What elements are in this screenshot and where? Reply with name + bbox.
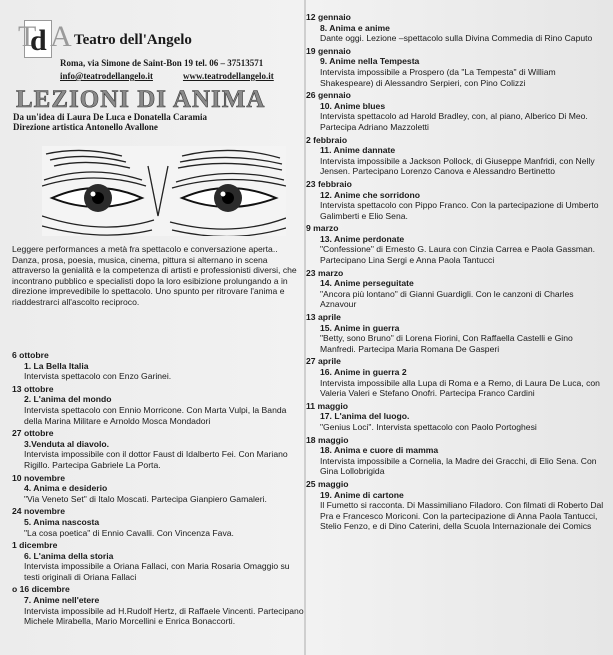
- event-item: [12, 428, 306, 470]
- event-description: Intervista impossibile alla Lupa di Roma e a Remo, di Laura De Luca, con Valeria Valeri e Stefano Onofri. Partecipa Franco Cardini: [320, 377, 600, 399]
- event-item: [306, 268, 606, 310]
- event-date: 13 ottobre: [12, 383, 54, 394]
- event-description: Intervista spettacolo con Pippo Franco. Con la partecipazione di Umberto Galimberti e Elio Sena.: [320, 200, 599, 221]
- event-title: 19. Anime di cartone: [320, 489, 404, 500]
- event-date: 25 maggio: [306, 478, 349, 489]
- event-item: [306, 312, 606, 354]
- event-date: 27 aprile: [306, 356, 341, 367]
- event-date: 2 febbraio: [306, 134, 348, 145]
- event-date: 27 ottobre: [12, 428, 54, 439]
- events-list-autumn: [12, 350, 306, 627]
- intro-paragraph: Leggere performances a metà fra spettacolo e conversazione aperta.. Danza, prosa, poesia, musica, cinema, pittura si alternano in scena attraverso la genialità e la competenza di artisti e professionisti diversi, che incontrano pubblico e specialisti dopo la loro esibizione prolungando a in direzione imprevedibile lo spettacolo. Uno spunto per ritrovare l'anima e riaddestrarci all'ascolto reciproco.: [12, 244, 297, 307]
- event-date: 26 gennaio: [306, 90, 351, 101]
- event-item: [306, 479, 606, 532]
- event-description: Intervista spettacolo con Enzo Garinei.: [24, 371, 172, 382]
- event-description: Intervista spettacolo con Ennio Morricone. Con Marta Vulpi, la Banda della Marina Militare e Arnoldo Mosca Mondadori: [24, 404, 287, 426]
- event-date: 18 maggio: [306, 434, 349, 445]
- event-date: 6 ottobre: [12, 350, 49, 360]
- event-title: 14. Anime perseguitate: [320, 278, 414, 289]
- email-link[interactable]: info@teatrodellangelo.it: [60, 71, 153, 81]
- eyes-illustration: [42, 146, 286, 236]
- events-list-spring: [306, 12, 606, 532]
- event-item: [12, 384, 306, 426]
- event-title: 3.Venduta al diavolo.: [24, 438, 110, 449]
- event-title: 7. Anime nell'etere: [24, 595, 100, 606]
- credit-direction: Direzione artistica Antonello Avallone: [13, 122, 158, 132]
- event-description: Intervista impossibile a Cornelia, la Madre dei Gracchi, di Elio Sena. Con Gina Lollobrigida: [320, 455, 597, 477]
- theatre-logo: T d A: [18, 20, 72, 57]
- event-item: [306, 401, 606, 433]
- event-item: [306, 90, 606, 132]
- event-title: 4. Anima e desiderio: [24, 483, 108, 494]
- event-title: 8. Anima e anime: [320, 22, 390, 33]
- event-title: 16. Anime in guerra 2: [320, 367, 407, 377]
- series-title: LEZIONI DI ANIMA: [16, 86, 266, 113]
- event-item: [12, 350, 306, 382]
- event-item: [12, 473, 306, 505]
- event-description: Intervista impossibile ad H.Rudolf Hertz, di Raffaele Vincenti. Partecipano Michele Mirabella, Mario Morcellini e Enrica Bonaccorti.: [24, 605, 304, 627]
- event-title: 6. L'anima della storia: [24, 550, 114, 561]
- theatre-address: Roma, via Simone de Saint-Bon 19 tel. 06 – 37513571: [60, 58, 264, 68]
- event-description: Intervista impossibile a Oriana Fallaci, con Maria Rosaria Omaggio su testi originali di Oriana Fallaci: [24, 561, 290, 582]
- event-description: "Betty, sono Bruno" di Lorena Fiorini, Con Raffaella Castelli e Gino Manfredi. Partecipa Maria Romana De Gasperi: [320, 333, 573, 354]
- event-item: [306, 356, 606, 398]
- event-description: "Via Veneto Set" di Italo Moscati. Partecipa Gianpiero Gamaleri.: [24, 493, 267, 504]
- event-date: 11 maggio: [306, 400, 349, 411]
- event-item: [306, 12, 606, 44]
- event-item: [12, 584, 306, 626]
- event-item: [306, 435, 606, 477]
- event-title: 10. Anime blues: [320, 100, 386, 111]
- website-link[interactable]: www.teatrodellangelo.it: [182, 71, 274, 81]
- event-title: 15. Anime in guerra: [320, 322, 400, 333]
- event-title: 18. Anima e cuore di mamma: [320, 445, 439, 456]
- event-date: 19 gennaio: [306, 45, 351, 56]
- event-date: 13 aprile: [306, 312, 341, 323]
- event-title: 5. Anima nascosta: [24, 516, 100, 527]
- event-title: 17. L'anima del luogo.: [320, 411, 410, 422]
- event-date: 12 gennaio: [306, 12, 351, 22]
- event-date: 23 febbraio: [306, 178, 352, 189]
- event-description: Dante oggi. Lezione –spettacolo sulla Divina Commedia di Rino Caputo: [320, 33, 593, 44]
- event-item: [306, 135, 606, 177]
- event-date: 23 marzo: [306, 267, 344, 278]
- event-description: Intervista impossibile con il dottor Faust di Idalberto Fei. Con Mariano Rigillo. Partecipa Gabriele La Porta.: [24, 449, 288, 470]
- credit-idea: Da un'idea di Laura De Luca e Donatella Caramia: [13, 112, 208, 122]
- event-item: [12, 540, 306, 582]
- event-item: [306, 46, 606, 88]
- contact-line: [60, 71, 274, 81]
- event-date: o 16 dicembre: [12, 584, 70, 595]
- right-column: [306, 12, 606, 532]
- event-item: [12, 506, 306, 538]
- event-date: 24 novembre: [12, 506, 66, 517]
- event-title: 9. Anime nella Tempesta: [320, 56, 420, 67]
- event-title: 12. Anime che sorridono: [320, 189, 420, 200]
- event-date: 9 marzo: [306, 223, 339, 234]
- event-date: 10 novembre: [12, 472, 66, 483]
- event-title: 2. L'anima del mondo: [24, 394, 112, 405]
- event-description: "Genius Loci". Intervista spettacolo con Paolo Portoghesi: [320, 421, 537, 432]
- event-description: Intervista spettacolo ad Harold Bradley, con, al piano, Alberico Di Meo. Partecipa Adriano Mazzoletti: [320, 111, 588, 132]
- event-title: 11. Anime dannate: [320, 145, 396, 156]
- event-description: Intervista impossibile a Jackson Pollock, di Giuseppe Manfridi, con Nelly Jensen. Partecipano Lorenzo Canova e Alessandro Bertinetto: [320, 155, 595, 177]
- event-date: 1 dicembre: [12, 540, 58, 551]
- event-description: "La cosa poetica" di Ennio Cavalli. Con Vincenza Fava.: [24, 527, 234, 538]
- event-description: "Ancora più lontano" di Gianni Guardigli. Con le canzoni di Charles Aznavour: [320, 288, 574, 310]
- event-description: "Confessione" di Ernesto G. Laura con Cinzia Carrea e Paola Gassman. Partecipano Lina Sergi e Anna Paola Tantucci: [320, 244, 596, 266]
- event-item: [306, 179, 606, 221]
- theatre-name: Teatro dell'Angelo: [74, 32, 192, 48]
- event-item: [306, 223, 606, 265]
- event-title: 13. Anime perdonate: [320, 233, 405, 244]
- event-description: Il Fumetto si racconta. Di Massimiliano Filadoro. Con filmati di Roberto Dal Pra e Francesco Moriconi. Con la partecipazione di Anna Paola Tantucci, Stelio Fenzo, e di Dino Caterini, della Scuola Internazionale dei Comics: [320, 500, 604, 532]
- event-description: Intervista impossibile a Prospero (da "La Tempesta" di William Shakespeare) di Alessandro Serpieri, con Pino Colizzi: [320, 66, 556, 88]
- event-title: 1. La Bella Italia: [24, 360, 89, 371]
